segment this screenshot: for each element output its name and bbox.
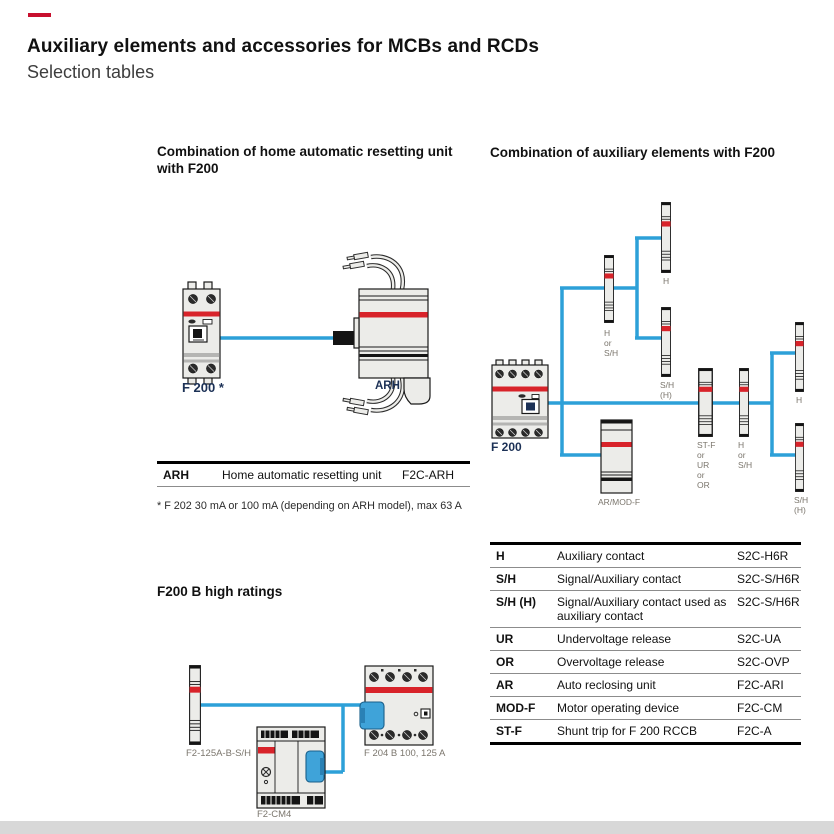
order-code: S2C-H6R [737,549,789,563]
label-st-f-line1: ST-F [697,440,716,450]
arh-combination-diagram [160,225,475,425]
label-f204b: F 204 B 100, 125 A [364,748,446,759]
aux-device-h-or-sh-2 [740,368,749,436]
f200-rccb-device [492,360,548,438]
blue-coupler-tab [320,758,325,775]
coupling-connector [333,331,357,345]
left-section-heading: Combination of home automatic resetting unit with F200 [157,144,453,176]
device-description: Auxiliary contact [557,549,645,563]
order-code: S2C-UA [737,632,782,646]
label-h-or-sh-1-line2: or [604,338,612,348]
device-description: Shunt trip for F 200 RCCB [557,724,698,738]
device-description: Auto reclosing unit [557,678,656,692]
table-row [490,568,801,591]
label-h-or-sh-1-line1: H [604,328,611,338]
arh-device-label: ARH [375,380,400,392]
aux-device-sh-h-1 [662,308,671,377]
page-subtitle: Selection tables [27,62,155,82]
device-code: S/H [496,572,517,586]
label-h-or-sh-2-line3: S/H [738,460,753,470]
table-row [490,651,801,674]
table-row [157,464,470,487]
f2-cm4-device [257,727,325,808]
f200-rcd-label: F 200 * [182,380,224,395]
device-description: Undervoltage release [557,632,672,646]
device-code: H [496,549,505,563]
device-description: Overvoltage release [557,655,665,669]
label-h-or-sh-2-line2: or [738,450,746,460]
device-code: UR [496,632,514,646]
label-sh-h-2-line2: (H) [794,505,806,515]
device-code: S/H (H) [496,595,536,609]
table-row [490,674,801,697]
blue-coupler-tab [360,708,365,723]
f200-rcd-device [183,282,220,384]
table-row [490,720,801,745]
arh-selection-table [157,461,470,487]
table-row [490,545,801,568]
label-st-f-line3: UR [697,460,710,470]
order-code: F2C-CM [737,701,783,715]
table-row [490,697,801,720]
connection-lines [546,238,797,455]
high-ratings-heading: F200 B high ratings [157,584,283,599]
label-h-top: H [663,276,670,286]
order-code: F2C-A [737,724,772,738]
aux-device-h-right [795,323,803,392]
device-code: ST-F [496,724,522,738]
ar-mod-f-device [601,420,632,493]
device-description: Signal/Auxiliary contact [557,572,682,586]
aux-device-st-f [699,368,713,436]
page-footer-bar [0,821,834,834]
device-description: Signal/Auxiliary contact used as auxiliary contact [557,595,727,623]
label-h-or-sh-2-line1: H [738,440,745,450]
abb-accent-dash [28,13,51,17]
device-code: MOD-F [496,701,536,715]
label-st-f-line5: OR [697,480,710,490]
page-title: Auxiliary elements and accessories for MCBs and RCDs [27,36,540,57]
label-sh-h-1-line1: S/H [660,380,675,390]
device-description: Home automatic resetting unit [222,468,382,482]
aux-device-h-or-sh-1 [605,255,614,322]
order-code: S2C-OVP [737,655,790,669]
order-code: F2C-ARI [737,678,784,692]
label-sh-h-2-line1: S/H [794,495,809,505]
label-sh-h-1-line2: (H) [660,390,672,400]
aux-selection-table [490,542,801,745]
device-code: AR [496,678,514,692]
device-code: ARH [163,468,189,482]
label-f2-cm4: F2-CM4 [257,809,292,820]
device-code: OR [496,655,514,669]
device-description: Motor operating device [557,701,680,715]
table-row [490,628,801,651]
din-rail-clip [404,378,430,404]
aux-device-sh-h-2 [795,423,803,491]
order-code: F2C-ARH [402,468,455,482]
label-st-f-line2: or [697,450,705,460]
order-code: S2C-S/H6R [737,595,800,609]
label-h-or-sh-1-line3: S/H [604,348,619,358]
f204-b-device [360,666,433,745]
right-section-heading: Combination of auxiliary elements with F200 [490,145,776,160]
f2-125a-aux-device [190,666,201,745]
f200-rccb-label: F 200 [491,440,522,454]
footnote: * F 202 30 mA or 100 mA (depending on ARH model), max 63 A [157,500,462,512]
label-h-right: H [796,395,803,405]
aux-elements-diagram [480,190,834,522]
high-ratings-diagram [170,650,460,825]
label-st-f-line4: or [697,470,705,480]
aux-device-h-top [662,203,671,273]
label-ar-mod-f: AR/MOD-F [598,497,641,507]
order-code: S2C-S/H6R [737,572,800,586]
table-row [490,591,801,628]
label-f2-125a: F2-125A-B-S/H [186,748,251,759]
